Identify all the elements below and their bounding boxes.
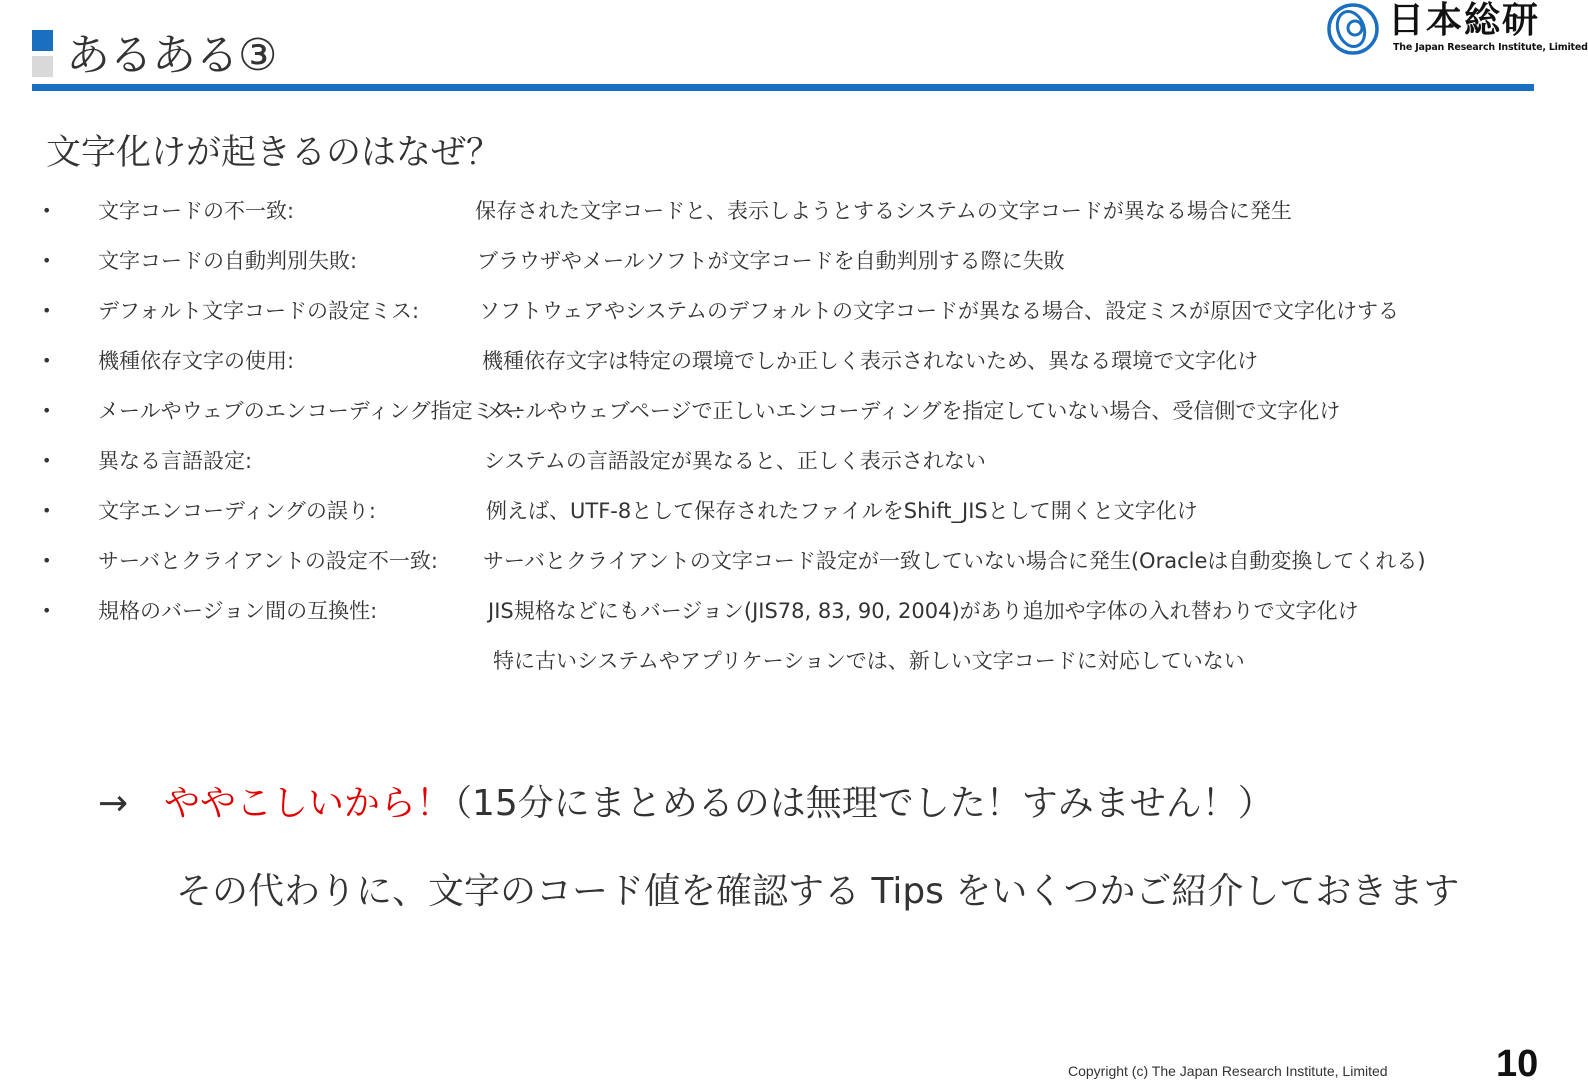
bullet-dot: • bbox=[42, 601, 52, 620]
bullet-dot: • bbox=[42, 201, 52, 220]
title-underline bbox=[32, 84, 1534, 91]
footer-copyright: Copyright (c) The Japan Research Institute, Limited bbox=[1068, 1063, 1388, 1079]
cause-description: 保存された文字コードと、表示しようとするシステムの文字コードが異なる場合に発生 bbox=[475, 199, 1292, 223]
logo-name: 日本総研 bbox=[1388, 0, 1541, 41]
bullet-dot: • bbox=[42, 351, 52, 370]
list-item bbox=[0, 186, 1560, 236]
punchline-text: ややこしいから！ bbox=[164, 783, 453, 824]
cause-description: ソフトウェアやシステムのデフォルトの文字コードが異なる場合、設定ミスが原因で文字化けする bbox=[479, 299, 1400, 323]
cause-term: デフォルト文字コードの設定ミス: bbox=[98, 299, 420, 323]
page-number: 10 bbox=[1496, 1043, 1539, 1085]
arrow-icon: → bbox=[98, 783, 129, 824]
cause-description: メールやウェブページで正しいエンコーディングを指定していない場合、受信側で文字化け bbox=[484, 399, 1341, 423]
list-item bbox=[0, 636, 1560, 686]
cause-description: システムの言語設定が異なると、正しく表示されない bbox=[484, 449, 986, 473]
bullet-dot: • bbox=[42, 551, 52, 570]
logo-subtitle: The Japan Research Institute, Limited bbox=[1393, 42, 1588, 53]
title-accent-blue bbox=[32, 30, 53, 51]
bullet-dot: • bbox=[42, 401, 52, 420]
section-heading: 文字化けが起きるのはなぜ？ bbox=[46, 133, 502, 173]
cause-description: JIS規格などにもバージョン(JIS78, 83, 90, 2004)があり追加や字体の入れ替わりで文字化け bbox=[488, 599, 1359, 623]
list-item bbox=[0, 286, 1560, 336]
title-accent-gray bbox=[32, 56, 53, 77]
cause-description: 例えば、UTF-8として保存されたファイルをShift_JISとして開くと文字化け bbox=[486, 499, 1198, 523]
cause-term: 文字コードの不一致: bbox=[98, 199, 295, 223]
cause-term: サーバとクライアントの設定不一致: bbox=[98, 549, 438, 573]
cause-term: 文字エンコーディングの誤り: bbox=[98, 499, 376, 523]
jri-logo-icon bbox=[1326, 2, 1380, 56]
cause-term: 規格のバージョン間の互換性: bbox=[98, 599, 378, 623]
bullet-dot: • bbox=[42, 451, 52, 470]
cause-description: 機種依存文字は特定の環境でしか正しく表示されないため、異なる環境で文字化け bbox=[482, 349, 1259, 373]
list-item bbox=[0, 336, 1560, 386]
cause-term: 異なる言語設定: bbox=[98, 449, 253, 473]
company-logo bbox=[1326, 0, 1588, 60]
list-item bbox=[0, 536, 1560, 586]
cause-description: ブラウザやメールソフトが文字コードを自動判別する際に失敗 bbox=[477, 249, 1065, 273]
bullet-dot: • bbox=[42, 251, 52, 270]
bullet-dot: • bbox=[42, 301, 52, 320]
cause-list bbox=[0, 186, 1560, 686]
list-item bbox=[0, 486, 1560, 536]
cause-description: サーバとクライアントの文字コード設定が一致していない場合に発生(Oracleは自動変換してくれる) bbox=[483, 549, 1426, 573]
slide-title: あるある③ bbox=[66, 30, 277, 81]
bullet-dot: • bbox=[42, 501, 52, 520]
list-item bbox=[0, 436, 1560, 486]
cause-term: メールやウェブのエンコーディング指定ミス: bbox=[98, 399, 522, 423]
list-item bbox=[0, 386, 1560, 436]
list-item bbox=[0, 236, 1560, 286]
tips-intro-text: その代わりに、文字のコード値を確認する Tips をいくつかご紹介しておきます bbox=[176, 871, 1460, 912]
cause-term: 機種依存文字の使用: bbox=[98, 349, 295, 373]
cause-term: 文字コードの自動判別失敗: bbox=[98, 249, 358, 273]
apology-text: （15分にまとめるのは無理でした！すみません！） bbox=[436, 783, 1274, 824]
list-item bbox=[0, 586, 1560, 636]
cause-continuation: 特に古いシステムやアプリケーションでは、新しい文字コードに対応していない bbox=[493, 649, 1245, 673]
